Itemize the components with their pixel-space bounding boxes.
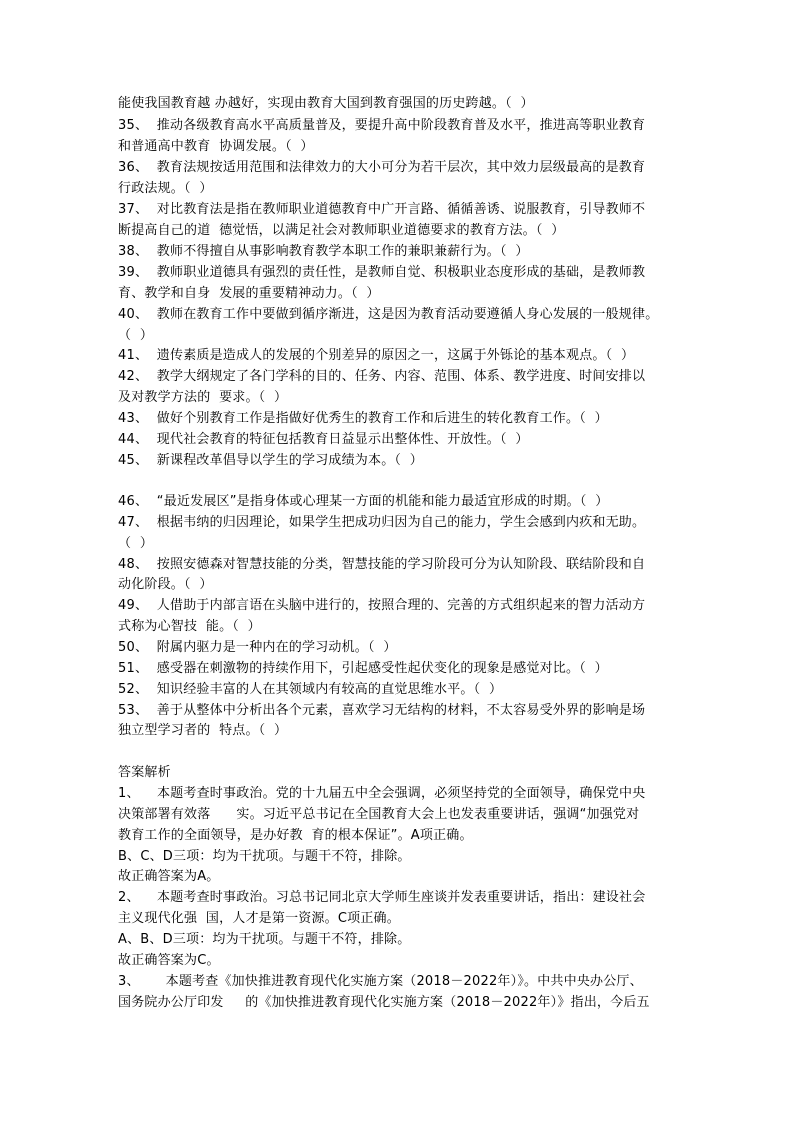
question-text-line: 40、 教师在教育工作中要做到循序渐进，这是因为教育活动要遵循人身心发展的一般规律。 [118, 307, 659, 322]
question-text-line: 育、教学和自身 发展的重要精神动力。（ ） [118, 286, 380, 301]
answer-text-line: 3、 本题考查《加快推进教育现代化实施方案（2018－2022年）》。中共中央办公厅、 [118, 974, 643, 989]
question-text-line: 36、 教育法规按适用范围和法律效力的大小可分为若干层次，其中效力层级最高的是教育 [118, 160, 646, 175]
question-text-line: 51、 感受器在刺激物的持续作用下，引起感受性起伏变化的现象是感觉对比。（ ） [118, 661, 608, 676]
question-text-line: 46、 “最近发展区”是指身体或心理某一方面的机能和能力最适宜形成的时期。（ ） [118, 494, 609, 509]
question-text-line: 42、 教学大纲规定了各门学科的目的、任务、内容、范围、体系、教学进度、时间安排以 [118, 369, 646, 384]
question-text-line: 和普通高中教育 协调发展。（ ） [118, 139, 314, 154]
answer-section-heading: 答案解析 [118, 765, 171, 780]
answer-text-line: B、C、D三项：均为干扰项。与题干不符，排除。 [118, 849, 411, 864]
answer-text-line: 2、 本题考查时事政治。习总书记同北京大学师生座谈并发表重要讲话，指出：建设社会 [118, 890, 646, 905]
answer-text-line: 故正确答案为C。 [118, 953, 220, 968]
question-text-line: 式称为心智技 能。（ ） [118, 619, 261, 634]
answer-text-line: 主义现代化强 国，人才是第一资源。C项正确。 [118, 911, 400, 926]
answer-text-line: 国务院办公厅印发 的《加快推进教育现代化实施方案（2018－2022年）》指出，今后五 [118, 995, 650, 1010]
answer-text-line: A、B、D三项：均为干扰项。与题干不符，排除。 [118, 932, 411, 947]
answer-text-line: 教育工作的全面领导，是办好教 育的根本保证”。A项正确。 [118, 828, 473, 843]
question-text-line: 39、 教师职业道德具有强烈的责任性，是教师自觉、积极职业态度形成的基础，是教师教 [118, 265, 646, 280]
question-text-line: 52、 知识经验丰富的人在其领域内有较高的直觉思维水平。（ ） [118, 682, 503, 697]
question-text-line: 35、 推动各级教育高水平高质量普及，要提升高中阶段教育普及水平，推进高等职业教育 [118, 118, 646, 133]
question-text-line: 38、 教师不得擅自从事影响教育教学本职工作的兼职兼薪行为。（ ） [118, 244, 529, 259]
answer-text-line: 决策部署有效落 实。习近平总书记在全国教育大会上也发表重要讲话，强调“加强党对 [118, 807, 640, 822]
question-text-line: 37、 对比教育法是指在教师职业道德教育中广开言路、循循善诱、说服教育，引导教师不 [118, 202, 646, 217]
question-text-line: 53、 善于从整体中分析出各个元素，喜欢学习无结构的材料，不太容易受外界的影响是场 [118, 703, 646, 718]
question-text-line: 44、 现代社会教育的特征包括教育日益显示出整体性、开放性。（ ） [118, 432, 529, 447]
question-text-line: 断提高自己的道 德觉悟，以满足社会对教师职业道德要求的教育方法。（ ） [118, 223, 565, 238]
answer-text-line: 故正确答案为A。 [118, 869, 220, 884]
question-text-line: 行政法规。（ ） [118, 181, 213, 196]
question-text-line: 48、 按照安德森对智慧技能的分类，智慧技能的学习阶段可分为认知阶段、联结阶段和自 [118, 557, 646, 572]
question-text-line: 及对教学方法的 要求。（ ） [118, 390, 288, 405]
question-text-line: （ ） [118, 536, 154, 551]
answer-text-line: 1、 本题考查时事政治。党的十九届五中全会强调，必须坚持党的全面领导，确保党中央 [118, 786, 646, 801]
question-text-line: 能使我国教育越 办越好，实现由教育大国到教育强国的历史跨越。（ ） [118, 96, 534, 111]
question-text-line: 动化阶段。（ ） [118, 577, 213, 592]
question-text-line: （ ） [118, 328, 154, 343]
question-text-line: 43、 做好个别教育工作是指做好优秀生的教育工作和后进生的转化教育工作。（ ） [118, 411, 608, 426]
question-text-line: 独立型学习者的 特点。（ ） [118, 723, 288, 738]
question-text-line: 45、 新课程改革倡导以学生的学习成绩为本。（ ） [118, 453, 423, 468]
question-text-line: 41、 遗传素质是造成人的发展的个别差异的原因之一，这属于外铄论的基本观点。（ ） [118, 348, 635, 363]
question-text-line: 47、 根据韦纳的归因理论，如果学生把成功归因为自己的能力，学生会感到内疚和无助。 [118, 515, 646, 530]
question-text-line: 49、 人借助于内部言语在头脑中进行的，按照合理的、完善的方式组织起来的智力活动方 [118, 598, 646, 613]
question-text-line: 50、 附属内驱力是一种内在的学习动机。（ ） [118, 640, 397, 655]
